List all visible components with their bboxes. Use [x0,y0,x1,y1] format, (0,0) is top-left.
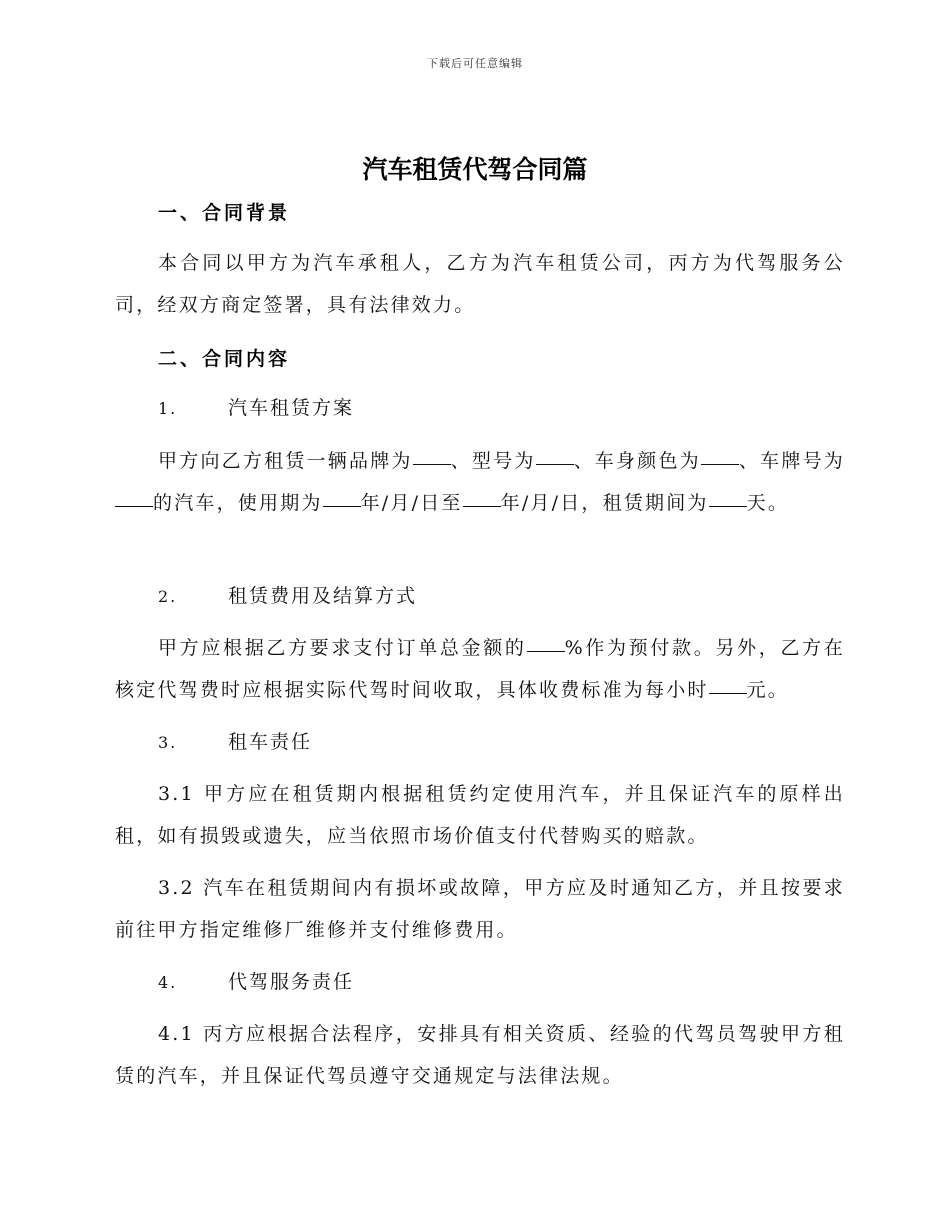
text-segment: 、车身颜色为 [573,450,701,472]
item-label: 代驾服务责任 [228,971,355,993]
paragraph-3-1: 3.1 甲方应在租赁期内根据租赁约定使用汽车，并且保证汽车的原样出租，如有损毁或遗失，应当依照市场价值支付代替购买的赔款。 [115,783,845,847]
document-title: 汽车租赁代驾合同篇 [362,155,588,184]
section-heading-content: 二、合同内容 [158,348,291,370]
paragraph-fees [115,627,845,711]
text-segment: 、型号为 [450,450,536,472]
fill-blank-hourly-rate [709,692,747,694]
text-segment: 天。 [746,492,790,514]
list-item-rental-plan [158,387,354,430]
section-heading-background: 一、合同背景 [158,202,291,224]
item-number: 3. [158,733,178,752]
text-segment: 的汽车，使用期为 [153,492,323,514]
item-label: 租车责任 [228,731,313,753]
fill-blank-color [701,463,739,465]
paragraph-rental-plan [115,440,845,524]
item-number: 2. [158,587,178,606]
item-number: 1. [158,399,178,418]
paragraph-4-1: 4.1 丙方应根据合法程序，安排具有相关资质、经验的代驾员驾驶甲方租赁的汽车，并且保证代驾员遵守交通规定与法律法规。 [115,1023,845,1087]
text-segment: 年/月/日至 [360,492,463,514]
item-label: 汽车租赁方案 [228,397,355,419]
list-item-driver-liability [158,961,354,1004]
text-segment: 甲方应根据乙方要求支付订单总金额的 [158,637,527,659]
fill-blank-start-date [323,505,361,507]
paragraph-3-2: 3.2 汽车在租赁期间内有损坏或故障，甲方应及时通知乙方，并且按要求前往甲方指定维修厂维修并支付维修费用。 [115,877,845,941]
text-segment: 、车牌号为 [738,450,845,472]
fill-blank-brand [413,463,451,465]
list-item-rental-liability [158,721,312,764]
text-segment: %作为预付款。另外，乙方在核定代驾费时应根据实际代驾时间收取，具体收费标准为每小时 [115,637,845,701]
fill-blank-model [536,463,574,465]
text-segment: 甲方向乙方租赁一辆品牌为 [158,450,413,472]
text-segment: 年/月/日，租赁期间为 [500,492,709,514]
list-item-fees [158,575,417,618]
paragraph-background: 本合同以甲方为汽车承租人，乙方为汽车租赁公司，丙方为代驾服务公司，经双方商定签署，具有法律效力。 [115,252,845,316]
item-number: 4. [158,973,178,992]
header-note: 下载后可任意编辑 [427,57,523,70]
item-label: 租赁费用及结算方式 [228,585,418,607]
text-segment: 元。 [746,679,790,701]
fill-blank-days [709,505,747,507]
fill-blank-end-date [463,505,501,507]
fill-blank-percentage [527,650,565,652]
fill-blank-plate [115,505,153,507]
